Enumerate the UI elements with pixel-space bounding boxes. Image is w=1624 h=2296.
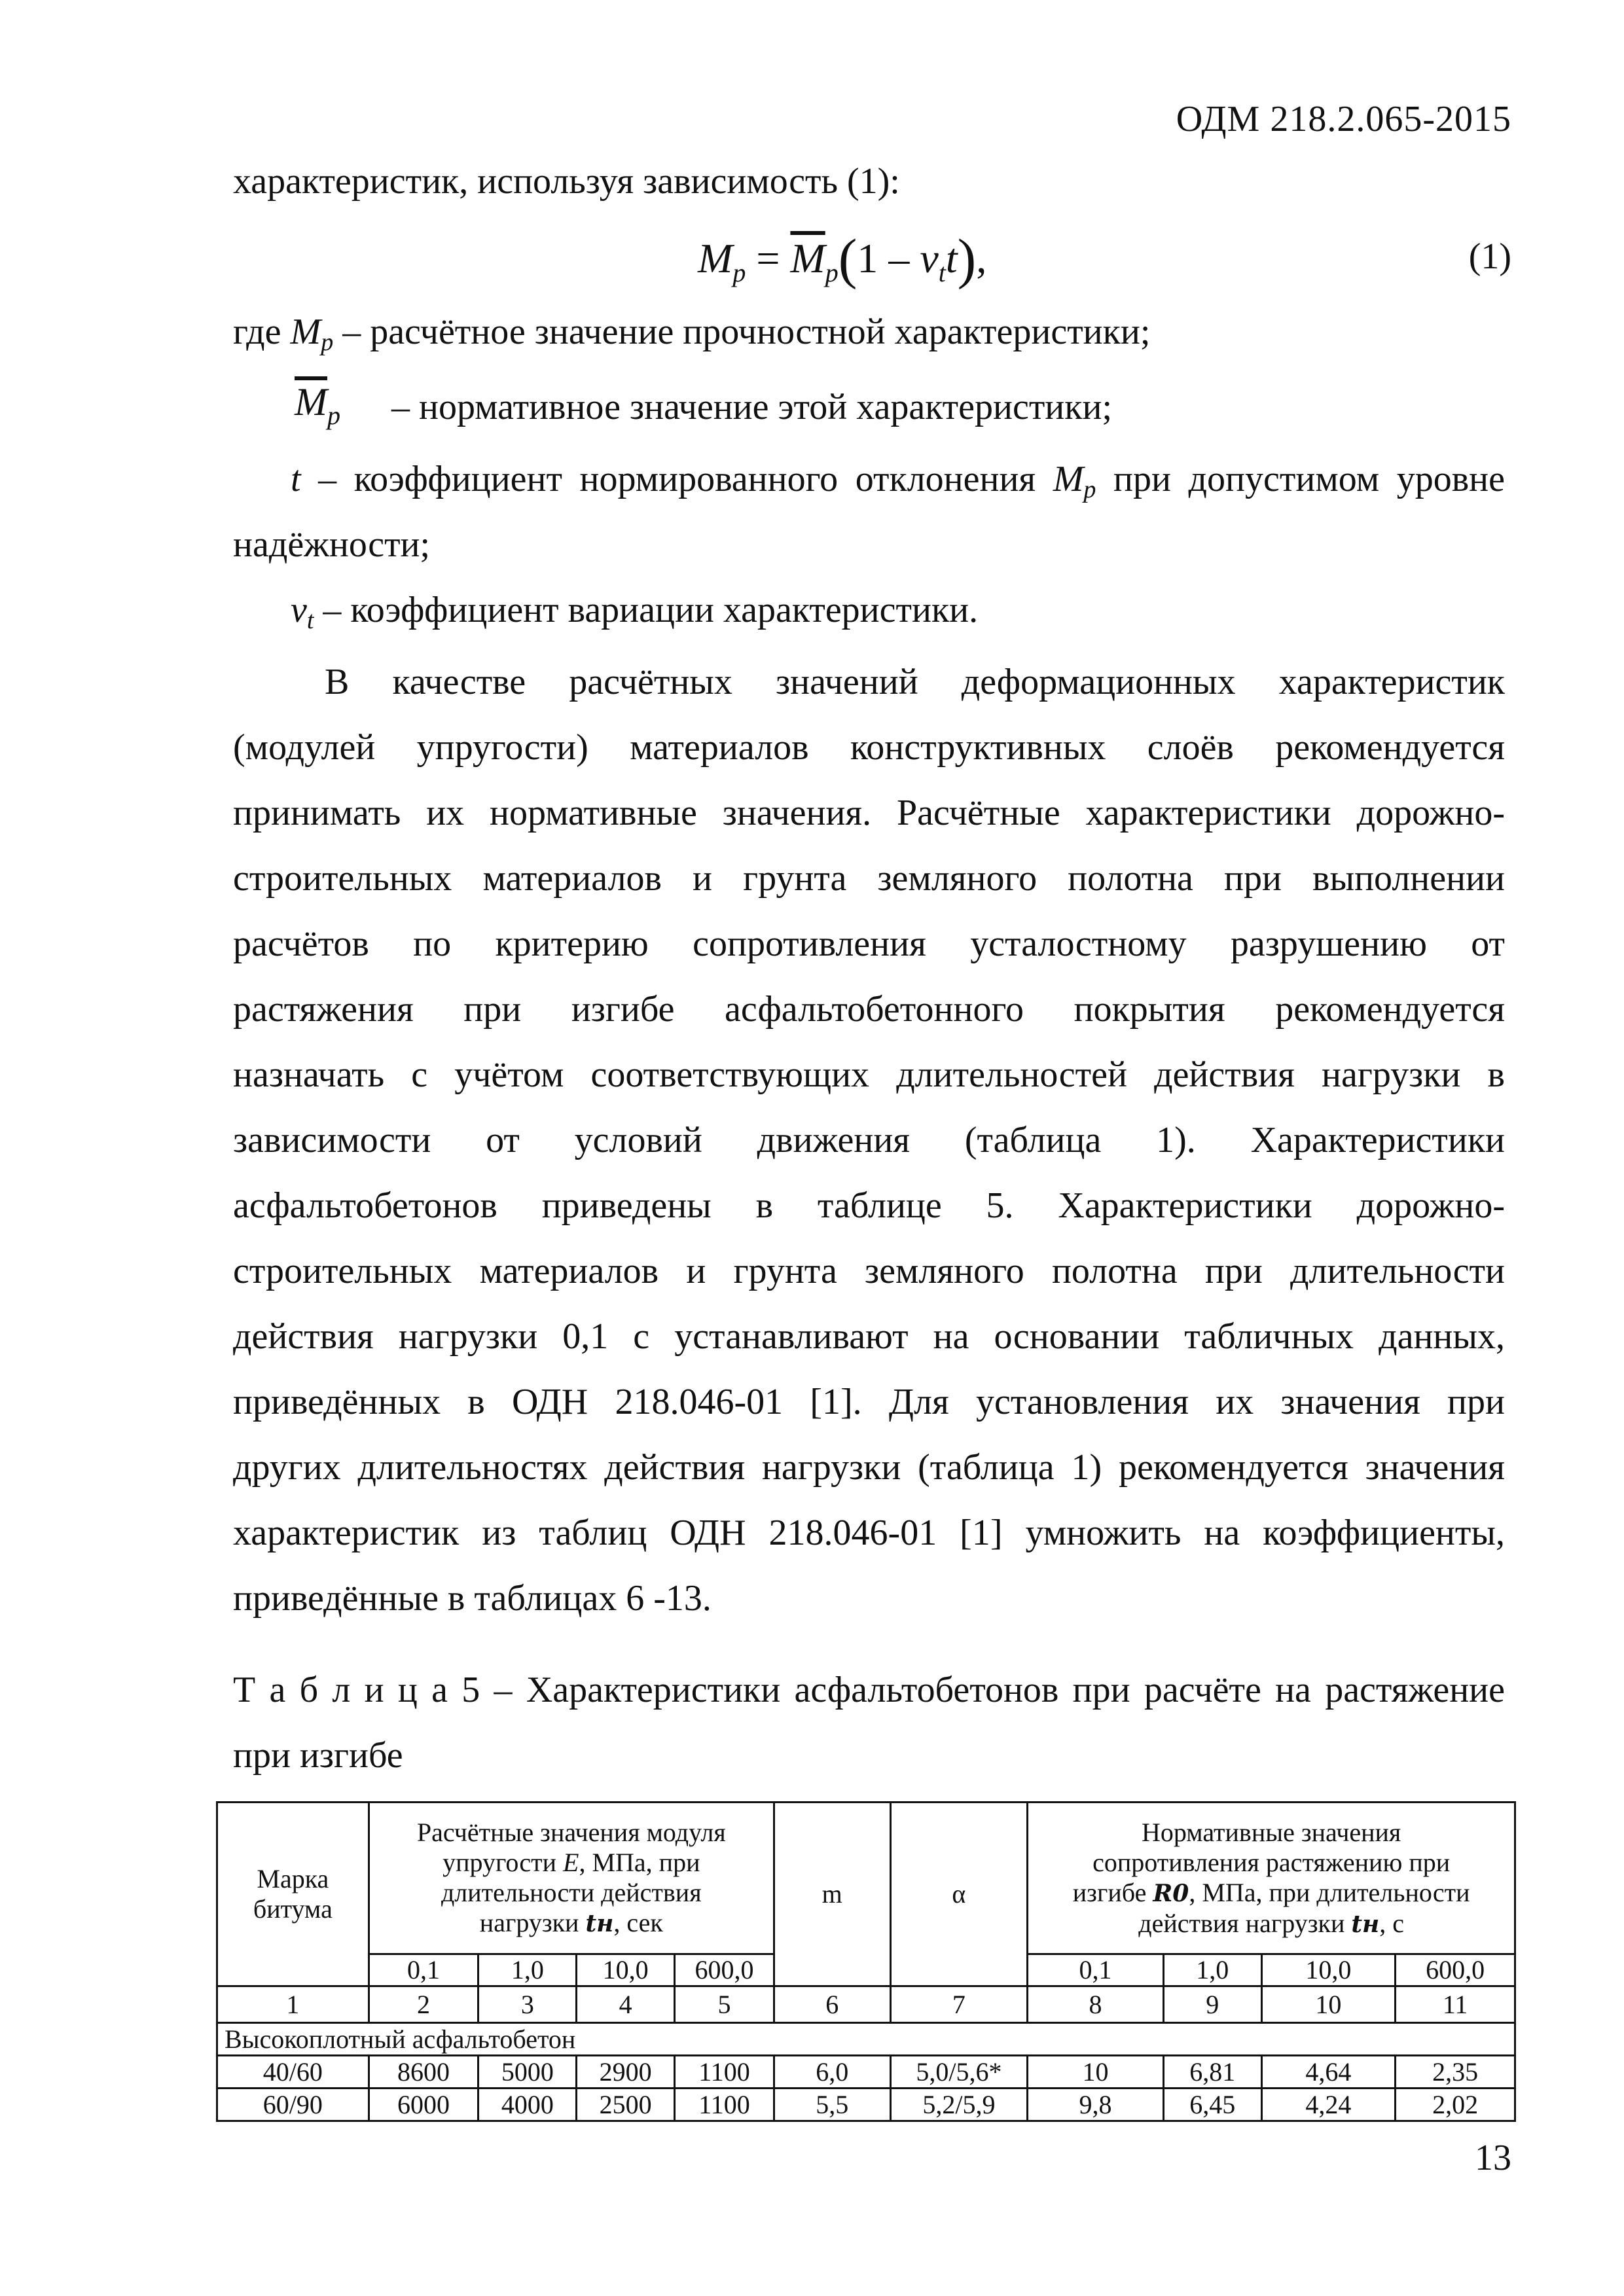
subheader-modulus-1: 0,1 xyxy=(369,1954,478,1986)
formula-v: v xyxy=(920,235,939,281)
header-normative xyxy=(1028,1803,1515,1954)
definition-t-symbol: t xyxy=(291,459,301,499)
formula-lhs: M xyxy=(698,235,733,281)
table-cell: 40/60 xyxy=(217,2056,369,2089)
definition-t-text-2: при допустимом уровне xyxy=(1096,459,1505,499)
paragraph-line-1: В качестве расчётных значений деформационных характеристик xyxy=(325,662,1505,702)
header-modulus-line-4b: , сек xyxy=(613,1908,663,1937)
paragraph-line-2: (модулей упругости) материалов конструктивных слоёв рекомендуется xyxy=(233,727,1505,768)
formula-equals: = xyxy=(746,235,791,281)
formula-comma: , xyxy=(976,235,987,281)
paragraph-line-7: назначать с учётом соответствующих длительностей действия нагрузки в xyxy=(233,1054,1505,1095)
table-cell: 2,35 xyxy=(1396,2056,1515,2089)
table-section-row xyxy=(217,2023,1515,2056)
paragraph-line-3: принимать их нормативные значения. Расчётные характеристики дорожно- xyxy=(233,793,1505,833)
table-row xyxy=(217,2056,1515,2089)
table-column-numbers-row xyxy=(217,1986,1515,2023)
page-number: 13 xyxy=(1475,2138,1511,2178)
subheader-norm-4: 600,0 xyxy=(1396,1954,1515,1986)
equation-number: (1) xyxy=(1468,236,1511,277)
header-modulus xyxy=(369,1803,774,1954)
subheader-norm-2: 1,0 xyxy=(1163,1954,1261,1986)
header-normative-t-symbol: tн xyxy=(1351,1910,1380,1938)
table-cell: 2900 xyxy=(577,2056,675,2089)
definition-v-symbol: v xyxy=(291,590,307,630)
paragraph-line-9: асфальтобетонов приведены в таблице 5. Характеристики дорожно- xyxy=(233,1185,1505,1226)
definition-mp-sub: p xyxy=(321,329,334,356)
paragraph-line-14: характеристик из таблиц ОДН 218.046-01 [1] умножить на коэффициенты, xyxy=(233,1513,1505,1553)
header-modulus-line-3: длительности действия xyxy=(441,1878,702,1907)
col-number: 5 xyxy=(675,1986,774,2023)
col-number: 6 xyxy=(774,1986,890,2023)
definition-v-text: – коэффициент вариации характеристики. xyxy=(314,590,979,630)
paragraph-line-4: строительных материалов и грунта земляного полотна при выполнении xyxy=(233,858,1505,899)
header-bitumen-grade-line-2: битума xyxy=(253,1894,333,1924)
definition-t-text-3: надёжности; xyxy=(233,524,431,565)
header-m: m xyxy=(774,1803,890,1986)
table-row xyxy=(217,2089,1515,2121)
col-number: 10 xyxy=(1261,1986,1396,2023)
definition-mp-prefix: где xyxy=(233,312,291,352)
definition-mp-text: – расчётное значение прочностной характеристики; xyxy=(333,312,1151,352)
table-cell: 60/90 xyxy=(217,2089,369,2121)
definition-t-symbol-2: M xyxy=(1053,459,1084,499)
table-cell: 6,45 xyxy=(1163,2089,1261,2121)
definition-mp xyxy=(233,311,1150,357)
header-bitumen-grade xyxy=(217,1803,369,1986)
definition-mbar-symbol-block xyxy=(295,380,340,431)
table-cell: 10 xyxy=(1028,2056,1164,2089)
table-cell: 6,81 xyxy=(1163,2056,1261,2089)
table-cell: 2500 xyxy=(577,2089,675,2121)
table-cell: 8600 xyxy=(369,2056,478,2089)
header-alpha: α xyxy=(890,1803,1028,1986)
definition-t-line xyxy=(291,458,1505,504)
header-normative-r-symbol: R0 xyxy=(1153,1879,1189,1907)
table-cell: 5,0/5,6* xyxy=(890,2056,1028,2089)
table-cell: 1100 xyxy=(675,2089,774,2121)
paragraph-line-6: растяжения при изгибе асфальтобетонного покрытия рекомендуется xyxy=(233,989,1505,1030)
subheader-modulus-2: 1,0 xyxy=(478,1954,577,1986)
paragraph-line-5: расчётов по критерию сопротивления усталостному разрушению от xyxy=(233,924,1505,964)
intro-line: характеристик, используя зависимость (1): xyxy=(233,161,900,202)
table-cell: 6,0 xyxy=(774,2056,890,2089)
formula-open-paren: ( xyxy=(838,227,857,290)
table-cell: 4,24 xyxy=(1261,2089,1396,2121)
header-normative-line-4b: , с xyxy=(1379,1908,1405,1938)
header-normative-line-3a: изгибе xyxy=(1072,1877,1153,1907)
header-modulus-line-1: Расчётные значения модуля xyxy=(416,1818,726,1847)
definition-t-sub-2: p xyxy=(1083,476,1096,503)
subheader-modulus-3: 10,0 xyxy=(577,1954,675,1986)
col-number: 7 xyxy=(890,1986,1028,2023)
formula-t: t xyxy=(945,235,958,281)
header-modulus-line-2a: упругости xyxy=(442,1848,564,1877)
definition-mp-symbol: M xyxy=(290,312,321,352)
definition-v-line xyxy=(291,589,978,635)
col-number: 8 xyxy=(1028,1986,1164,2023)
col-number: 11 xyxy=(1396,1986,1515,2023)
formula-1 xyxy=(698,226,986,291)
header-normative-line-4a: действия нагрузки xyxy=(1138,1908,1352,1938)
table-cell: 5,2/5,9 xyxy=(890,2089,1028,2121)
section-high-density: Высокоплотный асфальтобетон xyxy=(217,2023,1515,2056)
header-normative-line-2: сопротивления растяжению при xyxy=(1092,1847,1451,1877)
document-code: ОДМ 218.2.065-2015 xyxy=(1176,99,1511,139)
definition-mbar-text: – нормативное значение этой характеристики; xyxy=(391,387,1112,427)
formula-rhs-sub: p xyxy=(825,258,839,287)
header-normative-line-3 xyxy=(1032,1878,1510,1909)
table-cell: 1100 xyxy=(675,2056,774,2089)
definition-v-sub: t xyxy=(306,607,314,634)
definition-mbar-sub: p xyxy=(327,401,340,430)
formula-close-paren: ) xyxy=(957,227,977,290)
definition-mbar-symbol: $\overline{M}$ xyxy=(295,380,327,423)
paragraph-line-10: строительных материалов и грунта земляного полотна при длительности xyxy=(233,1251,1505,1291)
paragraph-line-15: приведённые в таблицах 6 -13. xyxy=(233,1578,712,1619)
table-cell: 5000 xyxy=(478,2056,577,2089)
table-cell: 5,5 xyxy=(774,2089,890,2121)
col-number: 2 xyxy=(369,1986,478,2023)
header-modulus-line-2b: , МПа, при xyxy=(579,1848,700,1877)
header-bitumen-grade-line-1: Марка xyxy=(257,1864,329,1893)
paragraph-line-12: приведённых в ОДН 218.046-01 [1]. Для установления их значения при xyxy=(233,1382,1505,1422)
paragraph-line-8: зависимости от условий движения (таблица 1). Характеристики xyxy=(233,1120,1505,1160)
col-number: 9 xyxy=(1163,1986,1261,2023)
table-caption-line-1: Т а б л и ц а 5 – Характеристики асфальтобетонов при расчёте на растяжение xyxy=(233,1670,1505,1710)
characteristics-table xyxy=(216,1801,1516,2122)
formula-one-minus: 1 – xyxy=(857,235,920,281)
header-modulus-t-symbol: tн xyxy=(585,1910,614,1937)
header-normative-line-3b: , МПа, при длительности xyxy=(1189,1877,1470,1907)
formula-lhs-sub: p xyxy=(732,258,746,287)
formula-rhs: $\overline{M}$ xyxy=(790,235,825,281)
subheader-norm-3: 10,0 xyxy=(1261,1954,1396,1986)
header-modulus-line-4 xyxy=(374,1908,769,1939)
table-cell: 9,8 xyxy=(1028,2089,1164,2121)
paragraph-line-11: действия нагрузки 0,1 с устанавливают на основании табличных данных, xyxy=(233,1316,1505,1357)
table-cell: 6000 xyxy=(369,2089,478,2121)
formula-v-sub: t xyxy=(938,258,946,287)
col-number: 4 xyxy=(577,1986,675,2023)
header-modulus-e-symbol: E xyxy=(563,1848,579,1877)
definition-t-text-1: – коэффициент нормированного отклонения xyxy=(300,459,1053,499)
table-cell: 4,64 xyxy=(1261,2056,1396,2089)
table-caption-line-2: при изгибе xyxy=(233,1735,403,1776)
table-header-row xyxy=(217,1803,1515,1954)
header-modulus-line-4a: нагрузки xyxy=(479,1908,586,1937)
header-normative-line-1: Нормативные значения xyxy=(1142,1817,1401,1847)
table-cell: 2,02 xyxy=(1396,2089,1515,2121)
col-number: 1 xyxy=(217,1986,369,2023)
header-normative-line-4 xyxy=(1032,1909,1510,1939)
paragraph-line-13: других длительностях действия нагрузки (таблица 1) рекомендуется значения xyxy=(233,1447,1505,1488)
header-modulus-line-2 xyxy=(374,1848,769,1878)
subheader-norm-1: 0,1 xyxy=(1028,1954,1164,1986)
col-number: 3 xyxy=(478,1986,577,2023)
table-cell: 4000 xyxy=(478,2089,577,2121)
subheader-modulus-4: 600,0 xyxy=(675,1954,774,1986)
table-5 xyxy=(216,1801,1516,2122)
